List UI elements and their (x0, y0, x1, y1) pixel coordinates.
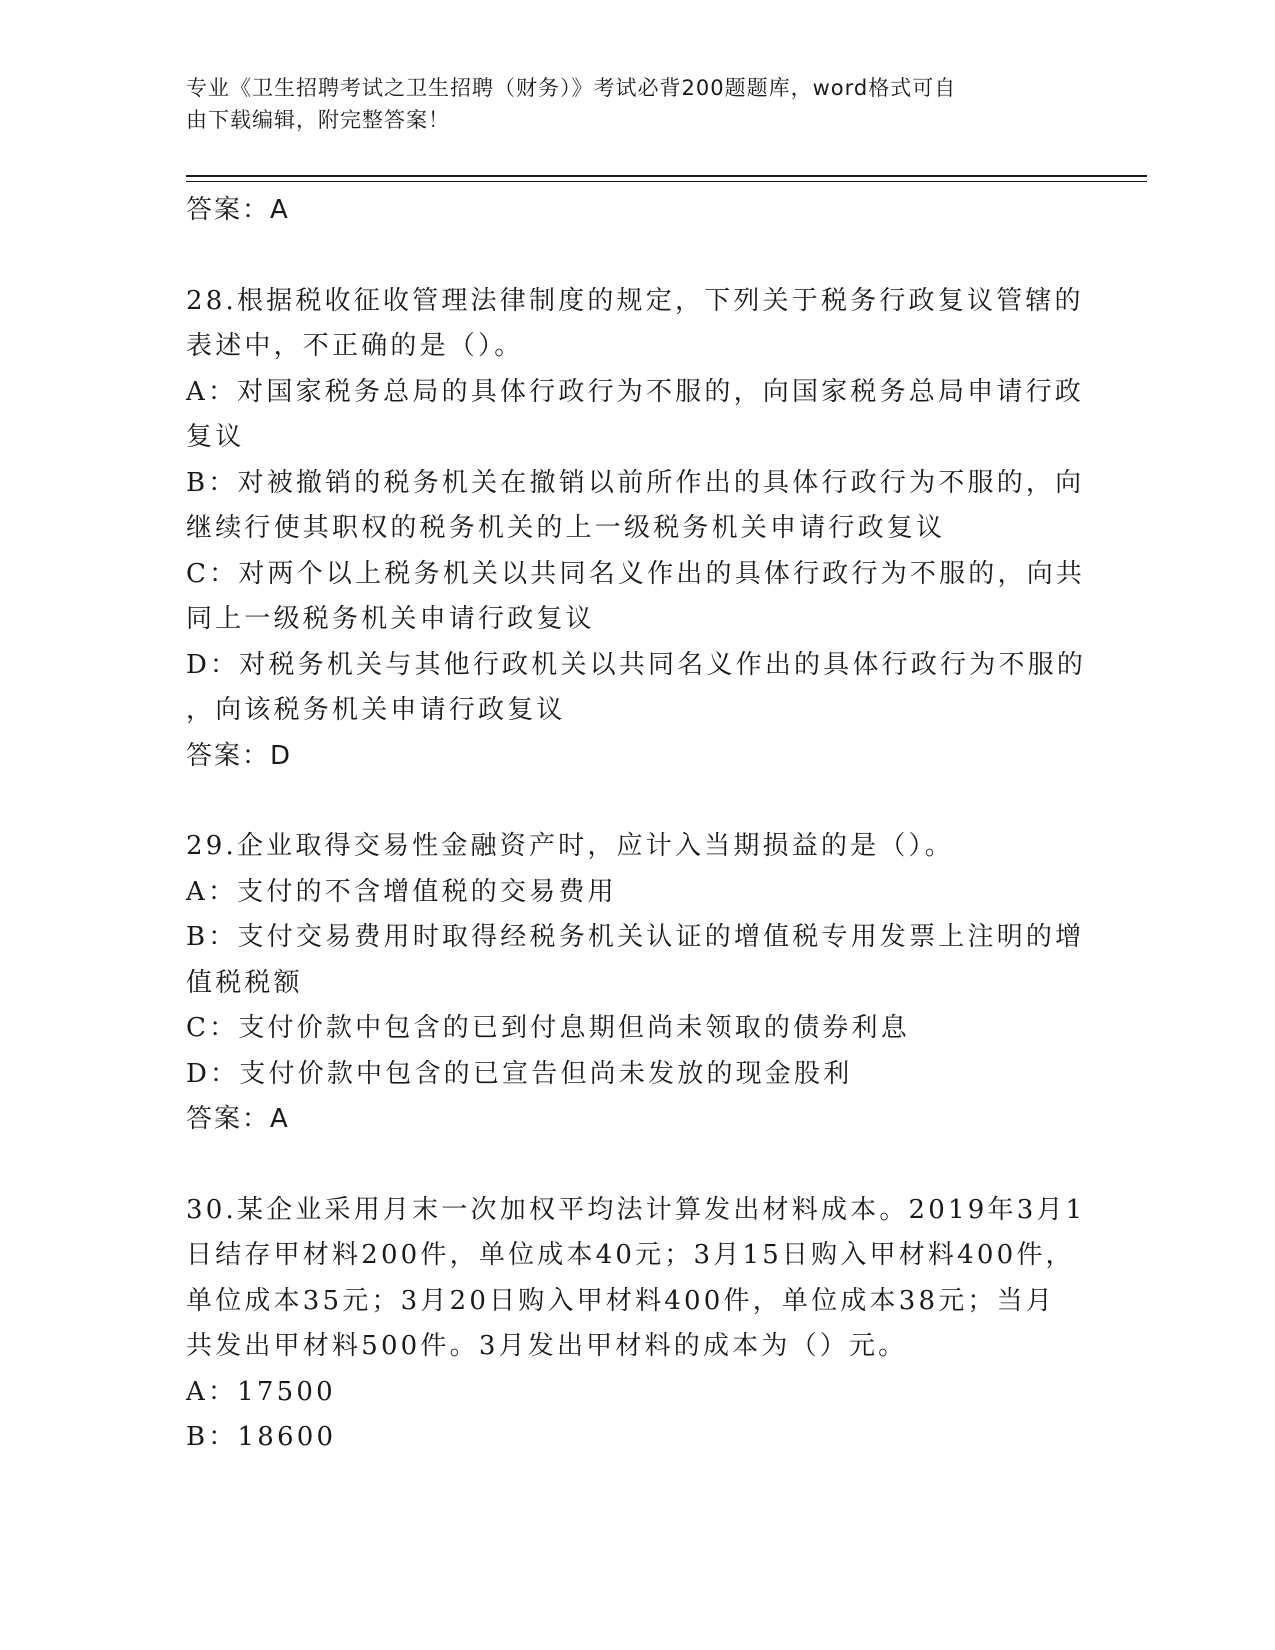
option-b: B：18600 (186, 1422, 337, 1452)
answer-28: 答案：D (186, 740, 293, 771)
option-b: 继续行使其职权的税务机关的上一级税务机关申请行政复议 (186, 513, 946, 543)
question-stem: 日结存甲材料200件，单位成本40元；3月15日购入甲材料400件， (186, 1240, 1075, 1270)
option-d: ，向该税务机关申请行政复议 (186, 695, 566, 725)
option-b: B：对被撤销的税务机关在撤销以前所作出的具体行政行为不服的，向 (186, 467, 1085, 498)
question-stem: 共发出甲材料500件。3月发出甲材料的成本为（）元。 (186, 1331, 908, 1361)
header-rule-thin (186, 181, 1147, 182)
question-stem: 29.企业取得交易性金融资产时，应计入当期损益的是（）。 (186, 831, 954, 861)
question-29 (186, 824, 1085, 1143)
question-28 (186, 279, 1087, 780)
document-body (186, 188, 1087, 1461)
spacer (186, 234, 1071, 279)
option-d: D：对税务机关与其他行政机关以共同名义作出的具体行政行为不服的 (186, 649, 1087, 680)
option-b: 值税税额 (186, 967, 303, 998)
option-c: 同上一级税务机关申请行政复议 (186, 604, 595, 634)
document-header (186, 72, 1056, 136)
question-30 (186, 1188, 1086, 1461)
header-line-1: 专业《卫生招聘考试之卫生招聘（财务）》考试必背200题题库，word格式可自 (186, 76, 957, 100)
spacer (186, 779, 1071, 824)
answer-29: 答案：A (186, 1104, 290, 1134)
answer-27: 答案：A (186, 195, 290, 225)
option-c: C：支付价款中包含的已到付息期但尚未领取的债券利息 (186, 1013, 910, 1043)
question-stem: 30.某企业采用月末一次加权平均法计算发出材料成本。2019年3月1 (186, 1194, 1086, 1225)
question-stem: 单位成本35元；3月20日购入甲材料400件，单位成本38元；当月 (186, 1285, 1056, 1316)
question-stem: 表述中，不正确的是（）。 (186, 331, 524, 361)
question-stem: 28.根据税收征收管理法律制度的规定，下列关于税务行政复议管辖的 (186, 285, 1084, 316)
option-a: A：支付的不含增值税的交易费用 (186, 876, 617, 907)
option-a: 复议 (186, 422, 245, 452)
option-b: B：支付交易费用时取得经税务机关认证的增值税专用发票上注明的增 (186, 922, 1085, 952)
header-line-2: 由下载编辑，附完整答案！ (186, 108, 450, 132)
spacer (186, 1143, 1071, 1188)
option-a: A：17500 (186, 1376, 336, 1407)
option-d: D：支付价款中包含的已宣告但尚未发放的现金股利 (186, 1058, 853, 1089)
option-a: A：对国家税务总局的具体行政行为不服的，向国家税务总局申请行政 (186, 376, 1084, 407)
option-c: C：对两个以上税务机关以共同名义作出的具体行政行为不服的，向共 (186, 558, 1086, 589)
header-rule-thick (186, 175, 1147, 177)
